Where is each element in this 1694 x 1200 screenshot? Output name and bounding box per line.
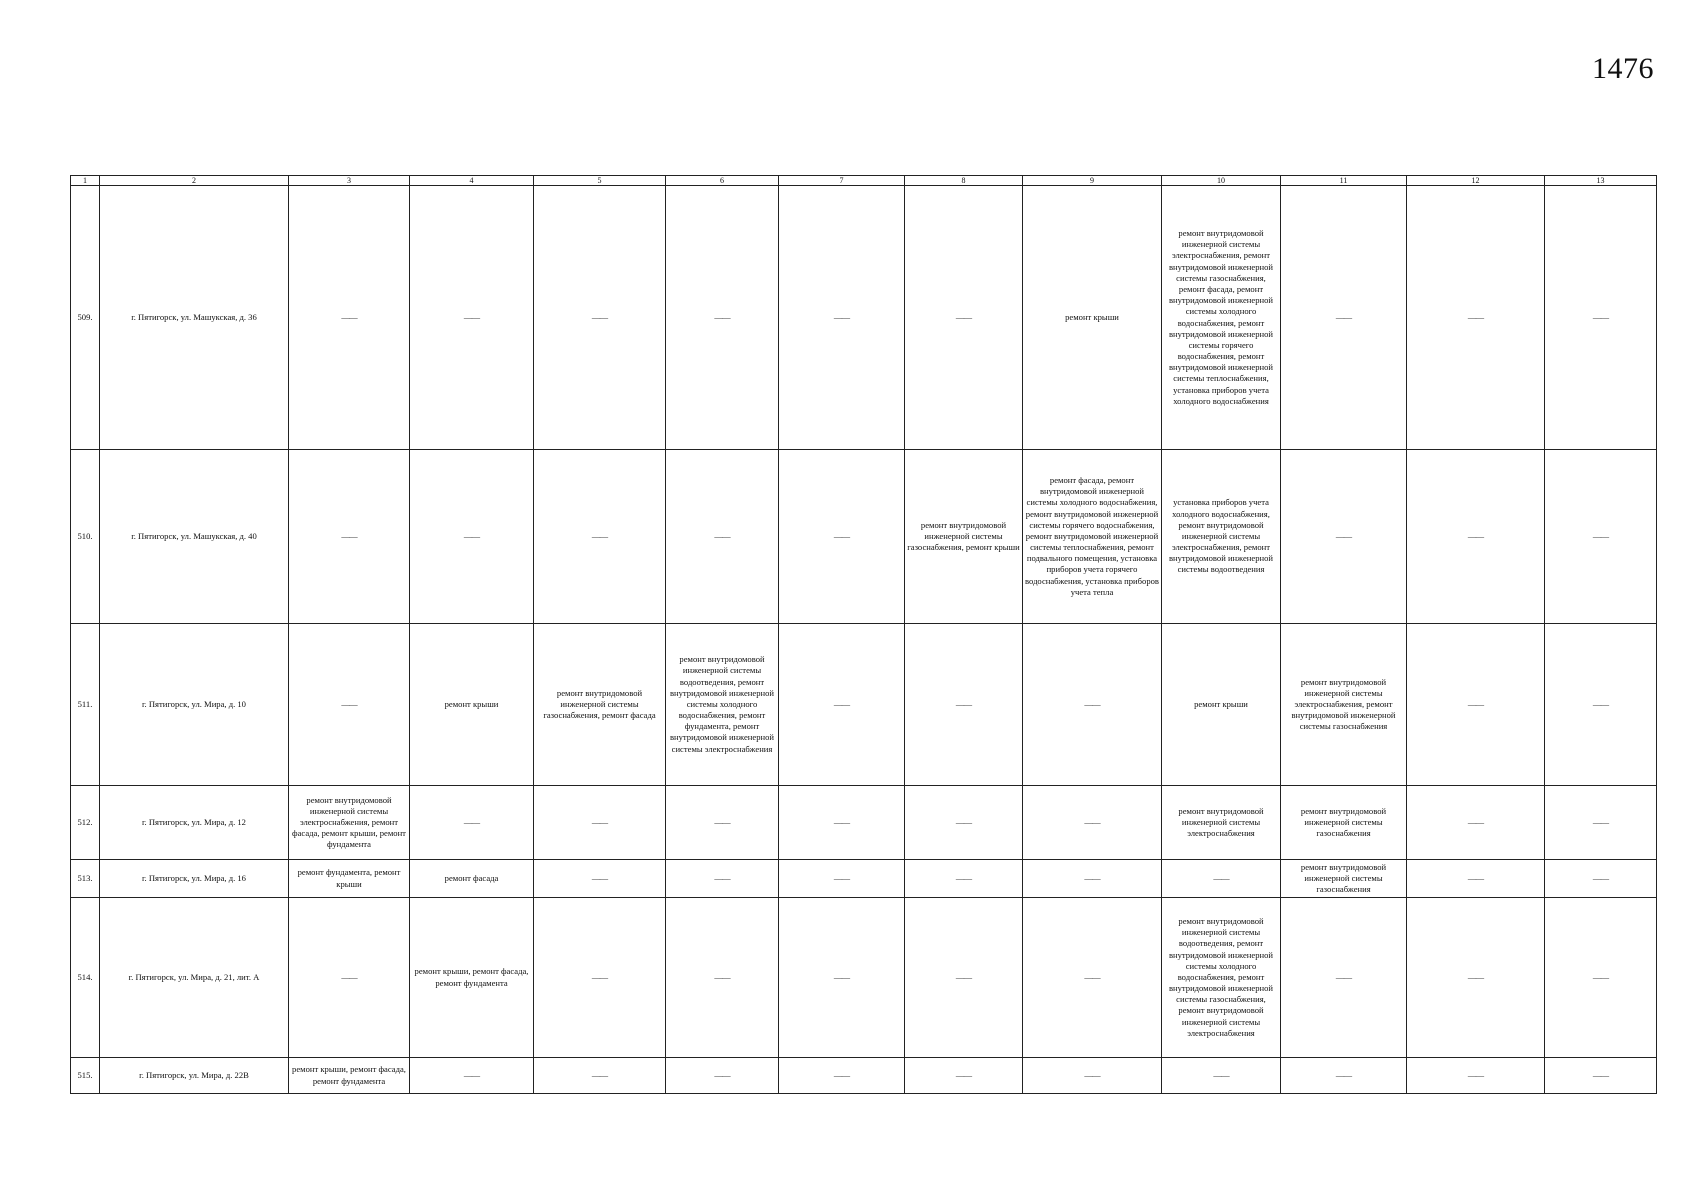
column-number: 6 bbox=[666, 176, 779, 186]
work-cell: —— bbox=[534, 450, 666, 624]
work-cell: —— bbox=[779, 898, 905, 1058]
work-cell: ремонт крыши, ремонт фасада, ремонт фундамента bbox=[289, 1058, 410, 1094]
table-row bbox=[71, 186, 1657, 450]
work-cell: —— bbox=[779, 786, 905, 860]
column-number: 3 bbox=[289, 176, 410, 186]
work-cell: —— bbox=[1023, 786, 1162, 860]
work-cell: —— bbox=[666, 860, 779, 898]
column-number: 10 bbox=[1162, 176, 1281, 186]
work-cell: —— bbox=[779, 450, 905, 624]
work-cell: —— bbox=[779, 1058, 905, 1094]
work-cell: ремонт внутридомовой инженерной системы электроснабжения, ремонт фасада, ремонт крыши, ремонт фундамента bbox=[289, 786, 410, 860]
page-number: 1476 bbox=[1592, 52, 1654, 85]
work-cell: —— bbox=[905, 624, 1023, 786]
work-cell: —— bbox=[1407, 624, 1545, 786]
work-cell: ремонт внутридомовой инженерной системы газоснабжения bbox=[1281, 786, 1407, 860]
work-cell: —— bbox=[1023, 1058, 1162, 1094]
table-row bbox=[71, 450, 1657, 624]
work-cell: —— bbox=[289, 186, 410, 450]
work-cell: —— bbox=[1545, 450, 1657, 624]
work-cell: —— bbox=[1545, 1058, 1657, 1094]
column-number: 8 bbox=[905, 176, 1023, 186]
address-cell: г. Пятигорск, ул. Мира, д. 21, лит. А bbox=[100, 898, 289, 1058]
work-cell: —— bbox=[1023, 624, 1162, 786]
row-number: 513. bbox=[71, 860, 100, 898]
row-number: 515. bbox=[71, 1058, 100, 1094]
work-cell: —— bbox=[905, 1058, 1023, 1094]
work-cell: —— bbox=[1407, 1058, 1545, 1094]
work-cell: ремонт крыши, ремонт фасада, ремонт фундамента bbox=[410, 898, 534, 1058]
work-cell: ремонт внутридомовой инженерной системы газоснабжения, ремонт фасада bbox=[534, 624, 666, 786]
work-cell: —— bbox=[779, 860, 905, 898]
work-cell: —— bbox=[1162, 1058, 1281, 1094]
work-cell: —— bbox=[1407, 450, 1545, 624]
work-cell: ремонт фундамента, ремонт крыши bbox=[289, 860, 410, 898]
column-number-row bbox=[71, 176, 1657, 186]
address-cell: г. Пятигорск, ул. Машукская, д. 40 bbox=[100, 450, 289, 624]
work-cell: —— bbox=[410, 186, 534, 450]
work-cell: —— bbox=[1281, 898, 1407, 1058]
work-cell: —— bbox=[410, 786, 534, 860]
work-cell: ремонт фасада, ремонт внутридомовой инженерной системы холодного водоснабжения, ремонт внутридомовой инженерной системы горячего водоснабжения, ремонт внутридомовой инженерной системы теплоснабжения, ремонт подвального помещения, установка приборов учета горячего водоснабжения, установка приборов учета тепла bbox=[1023, 450, 1162, 624]
work-cell: —— bbox=[410, 450, 534, 624]
work-cell: —— bbox=[905, 186, 1023, 450]
work-cell: —— bbox=[289, 898, 410, 1058]
work-cell: —— bbox=[1281, 450, 1407, 624]
work-cell: —— bbox=[1407, 860, 1545, 898]
work-cell: —— bbox=[1545, 186, 1657, 450]
column-number: 11 bbox=[1281, 176, 1407, 186]
work-cell: —— bbox=[1545, 624, 1657, 786]
column-number: 2 bbox=[100, 176, 289, 186]
work-cell: ремонт крыши bbox=[1023, 186, 1162, 450]
table-row bbox=[71, 898, 1657, 1058]
table-row bbox=[71, 624, 1657, 786]
address-cell: г. Пятигорск, ул. Мира, д. 22В bbox=[100, 1058, 289, 1094]
work-cell: —— bbox=[1545, 786, 1657, 860]
work-cell: ремонт внутридомовой инженерной системы водоотведения, ремонт внутридомовой инженерной системы холодного водоснабжения, ремонт фундамента, ремонт внутридомовой инженерной системы электроснабжения bbox=[666, 624, 779, 786]
table-row bbox=[71, 860, 1657, 898]
work-cell: ремонт внутридомовой инженерной системы водоотведения, ремонт внутридомовой инженерной системы холодного водоснабжения, ремонт внутридомовой инженерной системы газоснабжения, ремонт внутридомовой инженерной системы электроснабжения bbox=[1162, 898, 1281, 1058]
work-cell: —— bbox=[534, 186, 666, 450]
work-cell: ремонт крыши bbox=[410, 624, 534, 786]
work-cell: —— bbox=[534, 860, 666, 898]
work-cell: —— bbox=[1545, 898, 1657, 1058]
work-cell: ремонт внутридомовой инженерной системы электроснабжения bbox=[1162, 786, 1281, 860]
work-cell: —— bbox=[666, 786, 779, 860]
row-number: 514. bbox=[71, 898, 100, 1058]
work-cell: —— bbox=[1407, 786, 1545, 860]
address-cell: г. Пятигорск, ул. Мира, д. 12 bbox=[100, 786, 289, 860]
column-number: 1 bbox=[71, 176, 100, 186]
row-number: 511. bbox=[71, 624, 100, 786]
work-cell: ремонт крыши bbox=[1162, 624, 1281, 786]
table-row bbox=[71, 1058, 1657, 1094]
work-cell: —— bbox=[1407, 186, 1545, 450]
address-cell: г. Пятигорск, ул. Мира, д. 10 bbox=[100, 624, 289, 786]
row-number: 510. bbox=[71, 450, 100, 624]
work-cell: —— bbox=[905, 898, 1023, 1058]
row-number: 509. bbox=[71, 186, 100, 450]
work-cell: —— bbox=[534, 898, 666, 1058]
work-cell: ремонт внутридомовой инженерной системы электроснабжения, ремонт внутридомовой инженерной системы газоснабжения, ремонт фасада, ремонт внутридомовой инженерной системы холодного водоснабжения, ремонт внутридомовой инженерной системы горячего водоснабжения, ремонт внутридомовой инженерной системы теплоснабжения, установка приборов учета холодного водоснабжения bbox=[1162, 186, 1281, 450]
work-cell: ремонт фасада bbox=[410, 860, 534, 898]
work-cell: ремонт внутридомовой инженерной системы электроснабжения, ремонт внутридомовой инженерной системы газоснабжения bbox=[1281, 624, 1407, 786]
work-cell: —— bbox=[1023, 898, 1162, 1058]
work-cell: —— bbox=[905, 860, 1023, 898]
work-cell: —— bbox=[1281, 186, 1407, 450]
work-cell: —— bbox=[289, 624, 410, 786]
address-cell: г. Пятигорск, ул. Машукская, д. 36 bbox=[100, 186, 289, 450]
column-number: 12 bbox=[1407, 176, 1545, 186]
work-cell: —— bbox=[666, 898, 779, 1058]
column-number: 5 bbox=[534, 176, 666, 186]
column-number: 9 bbox=[1023, 176, 1162, 186]
table-row bbox=[71, 786, 1657, 860]
work-cell: ремонт внутридомовой инженерной системы газоснабжения bbox=[1281, 860, 1407, 898]
work-cell: —— bbox=[534, 786, 666, 860]
work-cell: —— bbox=[1281, 1058, 1407, 1094]
work-cell: —— bbox=[779, 186, 905, 450]
repair-plan-table bbox=[70, 175, 1657, 1094]
work-cell: —— bbox=[779, 624, 905, 786]
row-number: 512. bbox=[71, 786, 100, 860]
work-cell: —— bbox=[1023, 860, 1162, 898]
work-cell: —— bbox=[905, 786, 1023, 860]
column-number: 7 bbox=[779, 176, 905, 186]
work-cell: —— bbox=[666, 1058, 779, 1094]
work-cell: —— bbox=[289, 450, 410, 624]
work-cell: —— bbox=[410, 1058, 534, 1094]
work-cell: —— bbox=[1407, 898, 1545, 1058]
column-number: 13 bbox=[1545, 176, 1657, 186]
work-cell: —— bbox=[666, 450, 779, 624]
work-cell: установка приборов учета холодного водоснабжения, ремонт внутридомовой инженерной системы электроснабжения, ремонт внутридомовой инженерной системы водоотведения bbox=[1162, 450, 1281, 624]
work-cell: ремонт внутридомовой инженерной системы газоснабжения, ремонт крыши bbox=[905, 450, 1023, 624]
work-cell: —— bbox=[1162, 860, 1281, 898]
work-cell: —— bbox=[534, 1058, 666, 1094]
address-cell: г. Пятигорск, ул. Мира, д. 16 bbox=[100, 860, 289, 898]
column-number: 4 bbox=[410, 176, 534, 186]
work-cell: —— bbox=[666, 186, 779, 450]
work-cell: —— bbox=[1545, 860, 1657, 898]
